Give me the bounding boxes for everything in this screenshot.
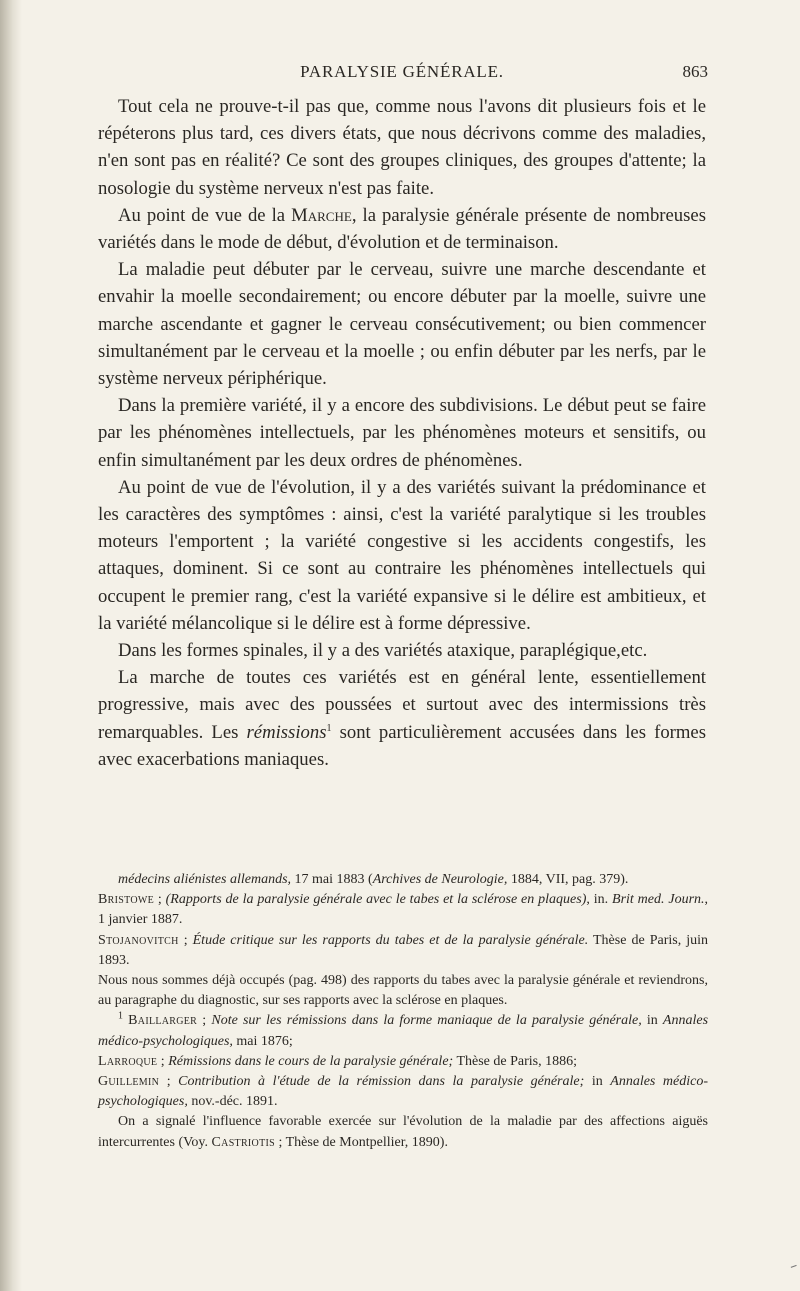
page-number: 863: [682, 62, 708, 81]
author-name: Bristowe: [98, 892, 154, 908]
paragraph: Dans la première variété, il y a encore des subdivisions. Le début peut se faire par les phénomènes intellectuels, par les phénomènes moteurs et sensitifs, ou enfin simultanément par les deux ordres de phénomènes.: [98, 395, 706, 471]
paragraph: Au point de vue de l'évolution, il y a des variétés suivant la prédominance et les caractères des symptômes : ainsi, c'est la variété paralytique si les troubles moteurs l'emportent ; la variété congestive si les accidents congestifs, les attaques, dominent. Si ce sont au contraire les phénomènes intellectuels qui occupent le premier rang, c'est la variété expansive si le délire est ambitieux, et la variété mélancolique si le délire est à forme dépressive.: [98, 476, 706, 634]
author-name: Stojanovitch: [98, 932, 179, 948]
small-caps-term: Marche: [291, 204, 352, 226]
footnotes: [98, 870, 708, 1153]
stray-pen-mark: [789, 1261, 796, 1268]
footnote-reference: Stojanovitch ; Étude critique sur les rapports du tabes et de la paralysie générale. Thèse de Paris, juin 1893.: [98, 932, 709, 968]
paragraph: Au point de vue de la Marche, la paralysie générale présente de nombreuses variétés dans le mode de début, d'évolution et de terminaison.: [98, 204, 706, 254]
author-name: Baillarger: [128, 1013, 198, 1029]
italic-term: rémissions: [246, 721, 327, 743]
running-title: PARALYSIE GÉNÉRALE.: [300, 62, 504, 81]
footnote-reference: Larroque ; Rémissions dans le cours de la paralysie générale; Thèse de Paris, 1886;: [98, 1053, 577, 1069]
paragraph: Tout cela ne prouve-t-il pas que, comme nous l'avons dit plusieurs fois et le répéterons plus tard, ces divers états, que nous décrivons comme des maladies, n'en sont pas en réalité? Ce sont des groupes cliniques, des groupes d'attente; la nosologie du système nerveux n'est pas faite.: [98, 96, 706, 199]
paragraph: Dans les formes spinales, il y a des variétés ataxique, paraplégique,etc.: [118, 640, 648, 662]
footnote-reference: Bristowe ; (Rapports de la paralysie générale avec le tabes et la sclérose en plaques), in. Brit med. Journ., 1 janvier 1887.: [98, 892, 709, 928]
paragraph: La marche de toutes ces variétés est en général lente, essentiellement progressive, mais avec des poussées et surtout avec des intermissions très remarquables. Les rémissions$^1$ sont particulièrement accusées dans les formes avec exacerbations maniaques.: [98, 667, 706, 770]
footnote-text: Nous nous sommes déjà occupés (pag. 498) des rapports du tabes avec la paralysie générale et reviendrons, au paragraphe du diagnostic, sur ses rapports avec la sclérose en plaques.: [98, 973, 708, 1009]
main-text: [98, 93, 706, 773]
footnote-marker: 1: [326, 722, 332, 734]
author-name: Guillemin: [98, 1074, 160, 1090]
author-name: Larroque: [98, 1053, 158, 1069]
footnote-reference: $^1$ Baillarger ; Note sur les rémissions dans la forme maniaque de la paralysie générale, in Annales médico-psychologiques, mai 1876;: [98, 1010, 709, 1049]
footnote-marker: 1: [118, 1010, 123, 1022]
page-header: [96, 62, 708, 88]
footnote-continuation: médecins aliénistes allemands, 17 mai 1883 (Archives de Neurologie, 1884, VII, pag. 379).: [118, 872, 629, 887]
paragraph: La maladie peut débuter par le cerveau, suivre une marche descendante et envahir la moelle secondairement; ou encore débuter par la moelle, suivre une marche ascendante et gagner le cerveau consécutivement; ou bien commencer simultanément par le cerveau et la moelle ; ou enfin débuter par les nerfs, par le système nerveux périphérique.: [98, 259, 706, 390]
footnote-text: On a signalé l'influence favorable exercée sur l'évolution de la maladie par des affections aiguës intercurrentes (Voy. Castriotis ; Thèse de Montpellier, 1890).: [98, 1114, 708, 1150]
footnote-reference: Guillemin ; Contribution à l'étude de la rémission dans la paralysie générale; in Annales médico-psychologiques, nov.-déc. 1891.: [98, 1074, 709, 1110]
author-name: Castriotis: [211, 1134, 275, 1150]
page-binding-shadow: [0, 0, 22, 1291]
